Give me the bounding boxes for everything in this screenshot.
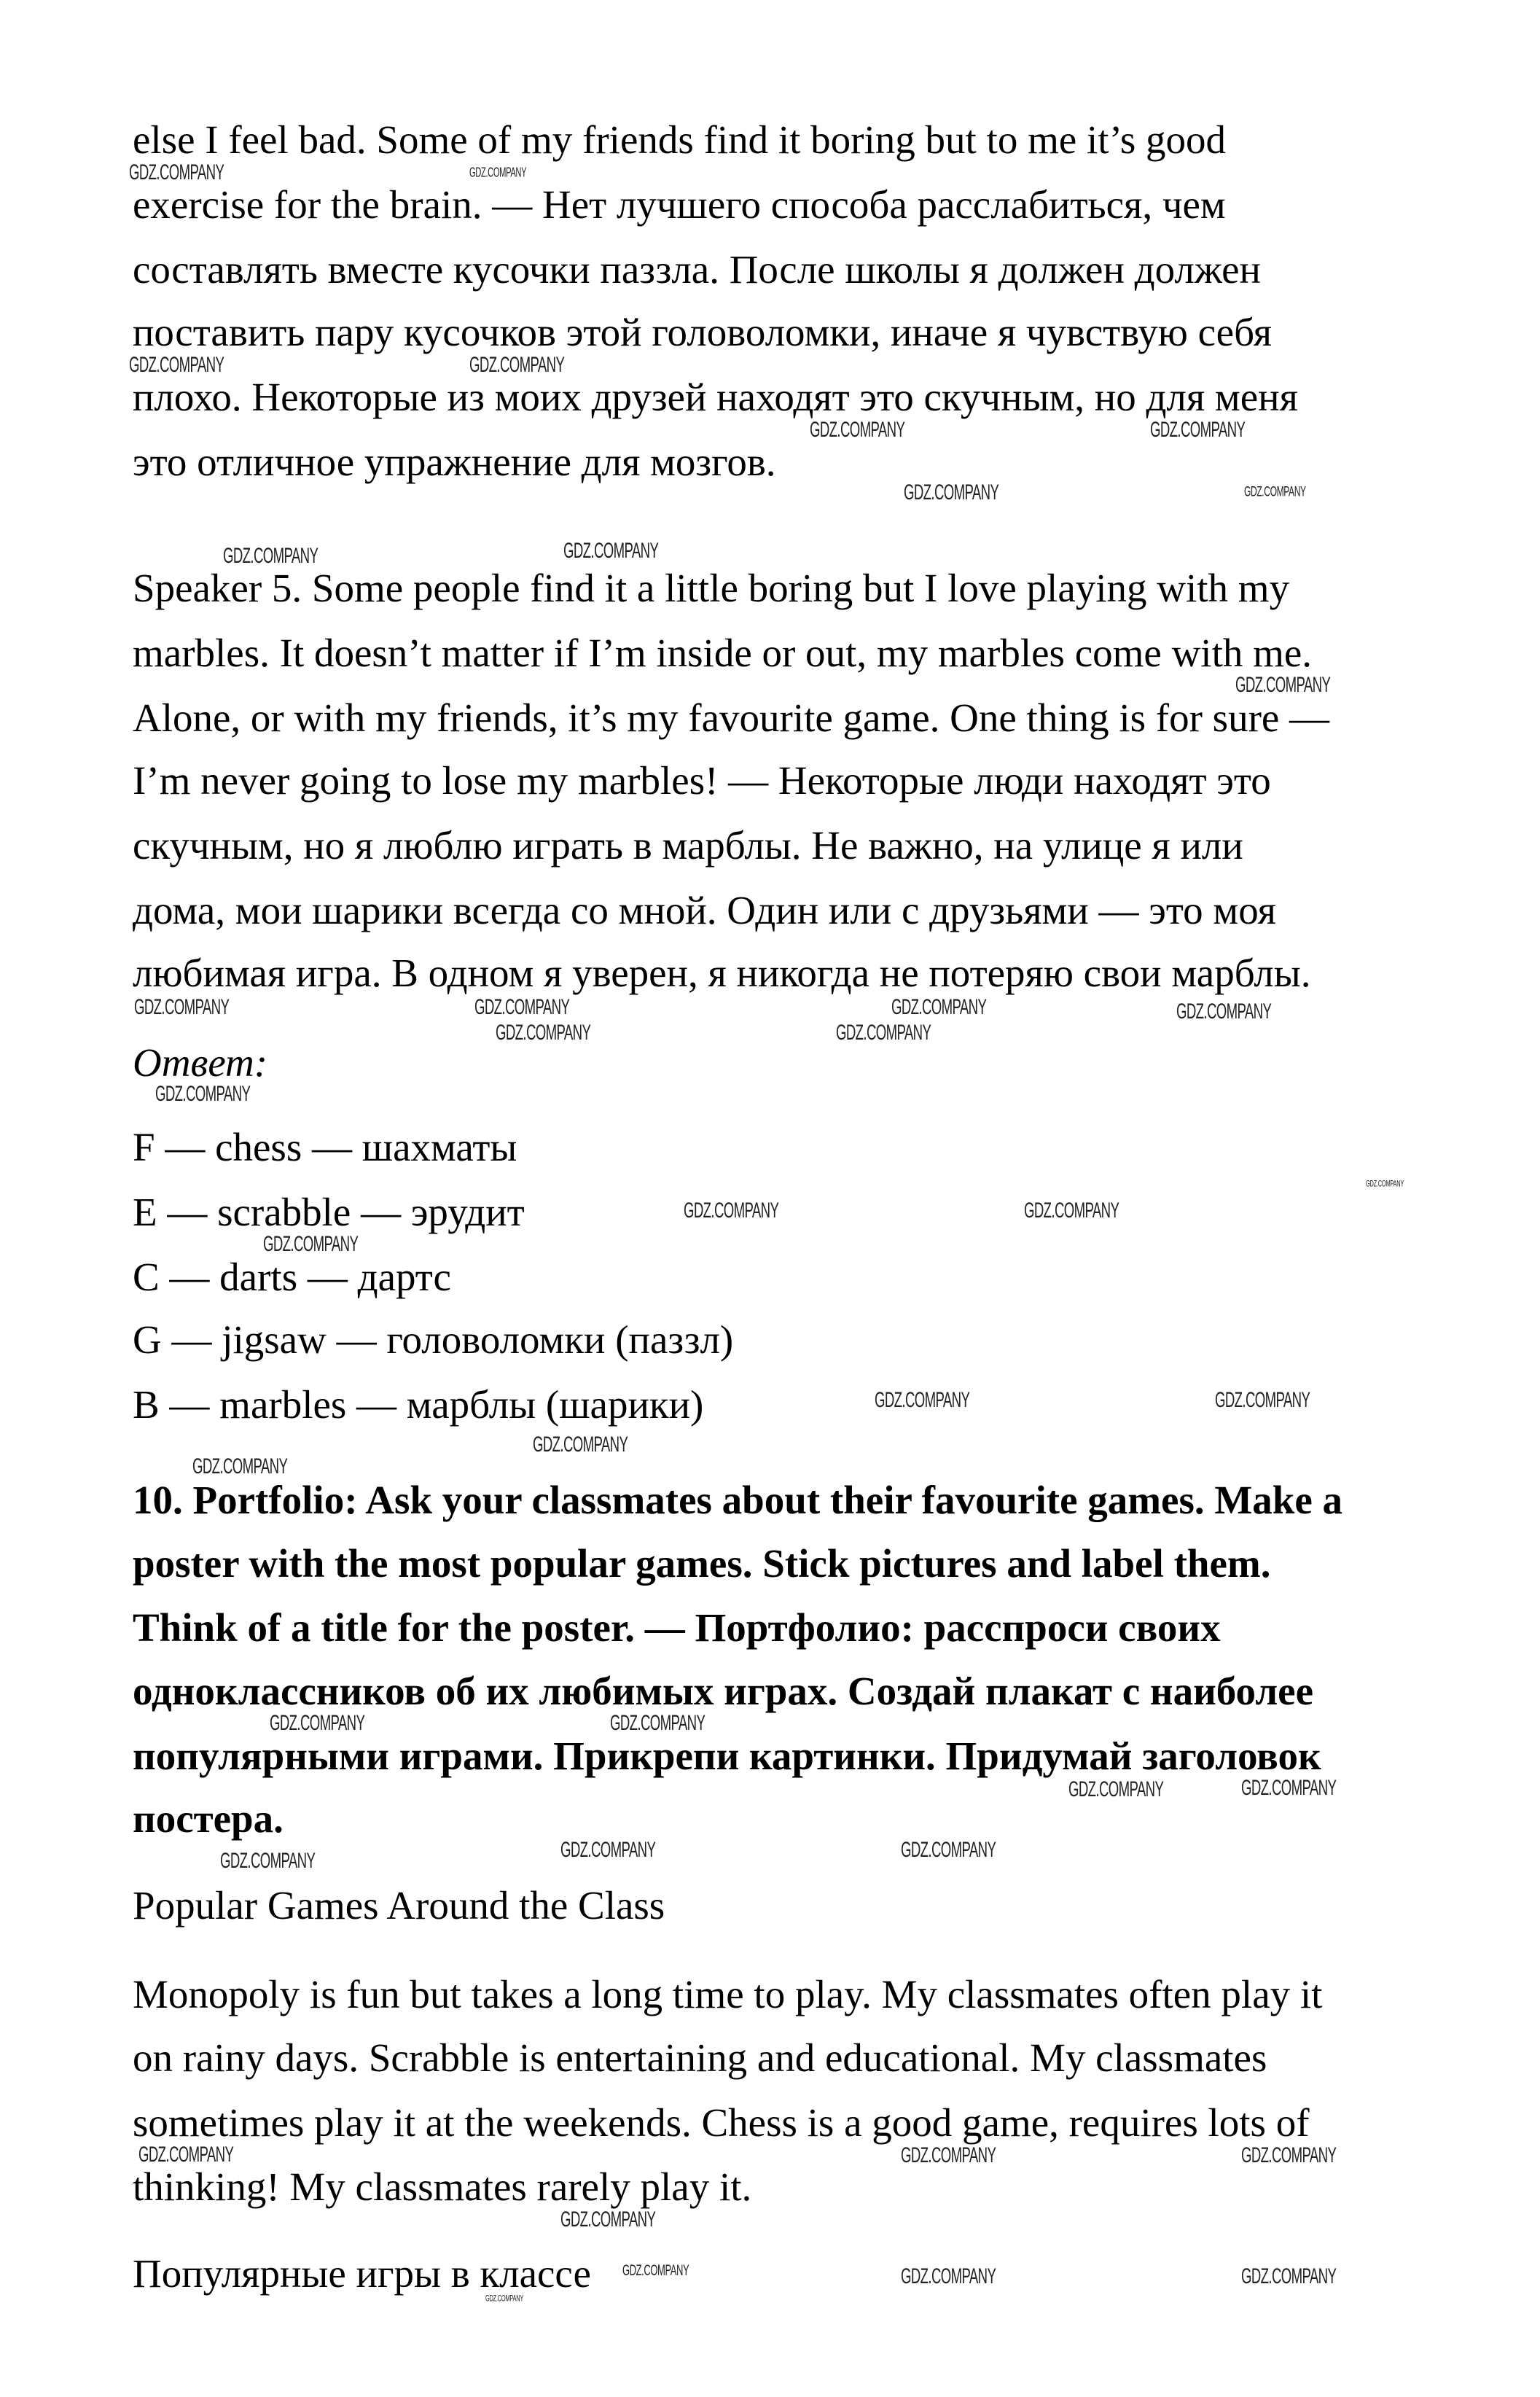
watermark: GDZ.COMPANY <box>129 160 224 184</box>
watermark: GDZ.COMPANY <box>223 543 318 568</box>
watermark: GDZ.COMPANY <box>904 480 999 505</box>
poster-text-line: sometimes play it at the weekends. Chess is a good game, requires lots of <box>133 2100 1310 2145</box>
text-line: составлять вместе кусочки паззла. После школы я должен должен <box>133 246 1261 292</box>
task-heading-line: популярными играми. Прикрепи картинки. Придумай заголовок <box>133 1733 1321 1778</box>
poster-text-line: thinking! My classmates rarely play it. <box>133 2164 752 2210</box>
text-line: скучным, но я люблю играть в марблы. Не важно, на улице я или <box>133 823 1243 868</box>
watermark: GDZ.COMPANY <box>155 1082 251 1107</box>
watermark: GDZ.COMPANY <box>1150 418 1246 443</box>
watermark: GDZ.COMPANY <box>269 1710 365 1735</box>
answer-item: C — darts — дартс <box>133 1254 451 1299</box>
watermark: GDZ.COMPANY <box>263 1232 359 1257</box>
watermark: GDZ.COMPANY <box>1024 1198 1119 1223</box>
text-line: это отличное упражнение для мозгов. <box>133 439 776 484</box>
watermark: GDZ.COMPANY <box>891 995 987 1020</box>
watermark: GDZ.COMPANY <box>836 1020 931 1045</box>
text-line: плохо. Некоторые из моих друзей находят это скучным, но для меня <box>133 375 1298 420</box>
text-line: else I feel bad. Some of my friends find it boring but to me it’s good <box>133 117 1227 163</box>
watermark: GDZ.COMPANY <box>1244 484 1306 500</box>
watermark: GDZ.COMPANY <box>901 2143 996 2168</box>
watermark: GDZ.COMPANY <box>622 2261 689 2279</box>
watermark: GDZ.COMPANY <box>684 1198 779 1223</box>
task-heading-line: Think of a title for the poster. — Портфолио: расспроси своих <box>133 1605 1221 1650</box>
watermark: GDZ.COMPANY <box>469 352 565 377</box>
watermark: GDZ.COMPANY <box>138 2142 234 2167</box>
watermark: GDZ.COMPANY <box>810 418 905 443</box>
watermark: GDZ.COMPANY <box>133 995 230 1020</box>
answer-item: G — jigsaw — головоломки (паззл) <box>133 1317 734 1363</box>
task-heading-line: одноклассников об их любимых играх. Создай плакат с наиболее <box>133 1669 1314 1714</box>
text-line: любимая игра. В одном я уверен, я никогда не потеряю свои марблы. <box>133 951 1311 996</box>
answer-label: Ответ: <box>133 1040 268 1085</box>
watermark: GDZ.COMPANY <box>609 1710 705 1735</box>
watermark: GDZ.COMPANY <box>901 1837 996 1862</box>
answer-item: E — scrabble — эрудит <box>133 1189 525 1234</box>
text-line: I’m never going to lose my marbles! — Некоторые люди находят это <box>133 758 1271 803</box>
watermark: GDZ.COMPANY <box>474 995 570 1020</box>
watermark: GDZ.COMPANY <box>129 352 224 377</box>
watermark: GDZ.COMPANY <box>875 1387 970 1412</box>
poster-title-ru: Популярные игры в классе <box>133 2250 591 2296</box>
watermark: GDZ.COMPANY <box>901 2264 996 2288</box>
poster-title: Popular Games Around the Class <box>133 1882 665 1928</box>
watermark: GDZ.COMPANY <box>1241 2143 1337 2168</box>
watermark: GDZ.COMPANY <box>1366 1179 1404 1189</box>
watermark: GDZ.COMPANY <box>469 165 527 180</box>
poster-text-line: Monopoly is fun but takes a long time to play. My classmates often play it <box>133 1972 1323 2017</box>
watermark: GDZ.COMPANY <box>560 2207 656 2232</box>
watermark: GDZ.COMPANY <box>533 1432 628 1457</box>
text-line: Alone, or with my friends, it’s my favourite game. One thing is for sure — <box>133 695 1330 740</box>
watermark: GDZ.COMPANY <box>192 1454 288 1478</box>
watermark: GDZ.COMPANY <box>1241 1776 1337 1801</box>
watermark: GDZ.COMPANY <box>485 2293 523 2304</box>
watermark: GDZ.COMPANY <box>220 1848 316 1873</box>
watermark: GDZ.COMPANY <box>1241 2264 1337 2288</box>
watermark: GDZ.COMPANY <box>563 539 659 564</box>
task-heading-line: постера. <box>133 1796 284 1841</box>
watermark: GDZ.COMPANY <box>560 1837 656 1862</box>
watermark: GDZ.COMPANY <box>1176 999 1272 1024</box>
text-line: exercise for the brain. — Нет лучшего способа расслабиться, чем <box>133 182 1226 227</box>
text-line: marbles. It doesn’t matter if I’m inside or out, my marbles come with me. <box>133 630 1313 675</box>
answer-item: B — marbles — марблы (шарики) <box>133 1382 704 1427</box>
text-line: Speaker 5. Some people find it a little boring but I love playing with my <box>133 566 1290 611</box>
watermark: GDZ.COMPANY <box>496 1020 591 1045</box>
task-heading-line: 10. Portfolio: Ask your classmates about their favourite games. Make a <box>133 1478 1343 1523</box>
text-line: поставить пару кусочков этой головоломки, иначе я чувствую себя <box>133 310 1272 355</box>
text-line: дома, мои шарики всегда со мной. Один или с друзьями — это моя <box>133 887 1276 932</box>
task-heading-line: poster with the most popular games. Stick pictures and label them. <box>133 1540 1271 1586</box>
watermark: GDZ.COMPANY <box>1215 1387 1310 1412</box>
watermark: GDZ.COMPANY <box>1068 1777 1164 1801</box>
poster-text-line: on rainy days. Scrabble is entertaining and educational. My classmates <box>133 2035 1267 2080</box>
watermark: GDZ.COMPANY <box>1235 673 1330 698</box>
answer-item: F — chess — шахматы <box>133 1125 517 1170</box>
